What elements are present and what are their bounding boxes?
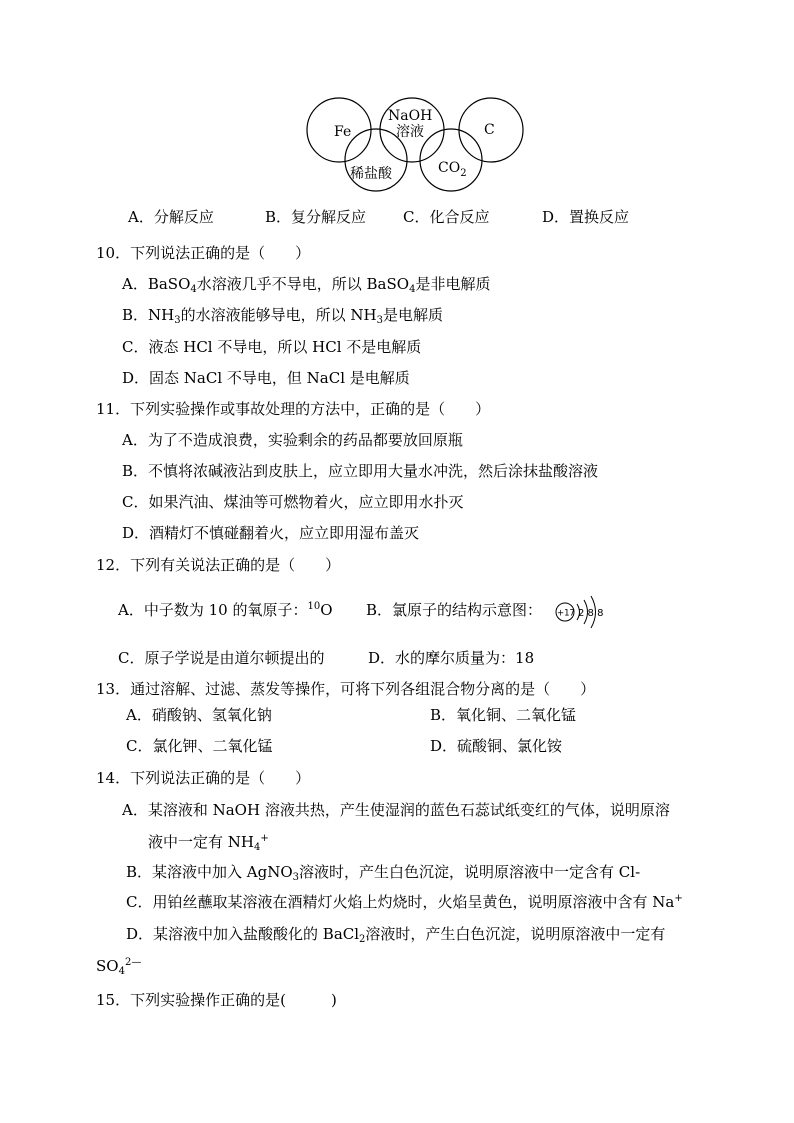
ring-diagram-svg (298, 96, 528, 196)
chlorine-atom-structure-diagram (553, 592, 613, 632)
q12-option-d: D．水的摩尔质量为：18 (368, 649, 535, 667)
label-c: C (484, 122, 495, 138)
q14-option-d: D．某溶液中加入盐酸酸化的 BaCl$_2$溶液时，产生白色沉淀，说明原溶液中一定有 (126, 925, 666, 945)
q13-option-c: C．氯化钾、二氧化锰 (126, 737, 273, 755)
q9-option-d: D．置换反应 (542, 208, 630, 226)
label-naoh: NaOH (388, 108, 433, 124)
q11-option-b: B．不慎将浓碱液沾到皮肤上，应立即用大量水冲洗，然后涂抹盐酸溶液 (122, 462, 599, 480)
q13-option-a: A．硝酸钠、氢氧化钠 (126, 706, 272, 724)
q11-option-d: D．酒精灯不慎碰翻着火，应立即用湿布盖灭 (122, 524, 420, 542)
q12-option-a: A．中子数为 10 的氧原子：$^{10}$O (118, 601, 333, 619)
q11-stem: 11．下列实验操作或事故处理的方法中，正确的是（ ） (96, 400, 491, 418)
q13-stem: 13．通过溶解、过滤、蒸发等操作，可将下列各组混合物分离的是（ ） (96, 680, 596, 698)
q11-option-c: C．如果汽油、煤油等可燃物着火，应立即用水扑灭 (122, 493, 464, 511)
q15-stem: 15．下列实验操作正确的是( ) (96, 991, 337, 1009)
q10-option-b: B．$NH_3$的水溶液能够导电，所以 $NH_3$是电解质 (122, 306, 443, 326)
q12-option-b: B．氯原子的结构示意图： (366, 601, 543, 619)
q9-option-a: A．分解反应 (128, 208, 214, 226)
q13-option-b: B．氧化铜、二氧化锰 (430, 706, 577, 724)
q12-option-c: C．原子学说是由道尔顿提出的 (118, 649, 325, 667)
q9-option-c: C．化合反应 (403, 208, 490, 226)
label-dilute-hcl: 稀盐酸 (350, 166, 392, 182)
atom-svg (553, 592, 613, 632)
q12-stem: 12．下列有关说法正确的是（ ） (96, 556, 341, 574)
q14-option-a-line1: A．某溶液和 NaOH 溶液共热，产生使湿润的蓝色石蕊试纸变红的气体，说明原溶 (122, 801, 670, 819)
label-fe: Fe (334, 124, 352, 140)
q11-option-a: A．为了不造成浪费，实验剩余的药品都要放回原瓶 (122, 431, 463, 449)
q14-option-d-line2: $SO_4^{2—}$ (96, 957, 142, 977)
q14-option-b: B．某溶液中加入 AgNO$_3$溶液时，产生白色沉淀，说明原溶液中一定含有 Cl- (126, 863, 641, 883)
label-co2: $CO_2$ (438, 160, 467, 179)
q10-stem: 10．下列说法正确的是（ ） (96, 244, 311, 262)
nucleus-charge: +17 (557, 608, 575, 619)
q14-stem: 14．下列说法正确的是（ ） (96, 769, 311, 787)
q10-option-a: A．BaSO$_4$水溶液几乎不导电，所以 BaSO$_4$是非电解质 (122, 275, 491, 295)
q13-option-d: D．硫酸铜、氯化铵 (430, 737, 563, 755)
q14-option-a-line2: 液中一定有 $NH_4^+$ (148, 833, 269, 853)
q9-option-b: B．复分解反应 (265, 208, 367, 226)
reaction-ring-diagram (298, 96, 528, 196)
q14-option-c: C．用铂丝蘸取某溶液在酒精灯火焰上灼烧时，火焰呈黄色，说明原溶液中含有 Na+ (126, 893, 683, 911)
electron-counts: 2 8 8 (578, 608, 604, 619)
label-naoh-solution: 溶液 (396, 124, 424, 140)
q10-option-d: D．固态 NaCl 不导电，但 NaCl 是电解质 (122, 369, 410, 387)
q10-option-c: C．液态 HCl 不导电，所以 HCl 不是电解质 (122, 338, 422, 356)
